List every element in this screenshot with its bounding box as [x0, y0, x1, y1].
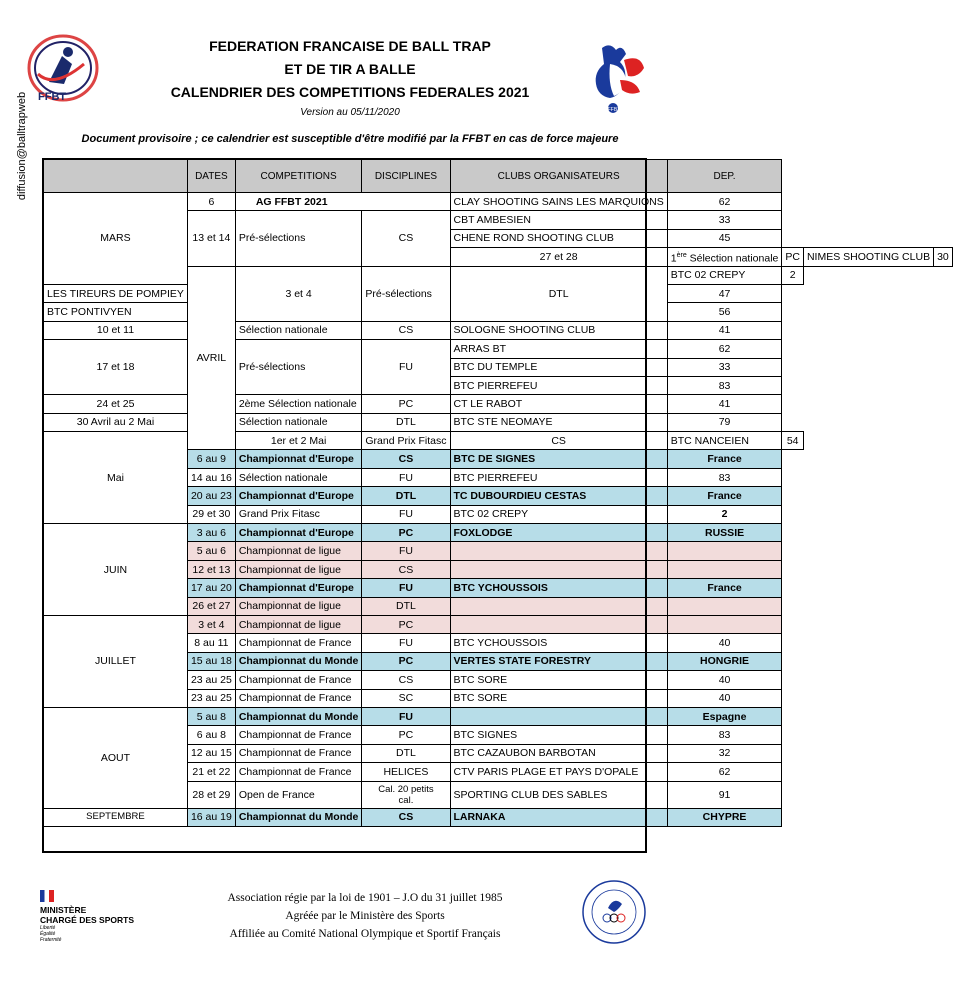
competition-cell: AG FFBT 2021 — [235, 193, 450, 211]
discipline-cell: FU — [362, 505, 450, 523]
dates-cell: 6 au 9 — [187, 450, 235, 468]
dep-cell: 54 — [782, 432, 804, 450]
dep-cell — [667, 560, 782, 578]
side-watermark: diffusion@balltrapweb — [16, 91, 28, 201]
discipline-cell: DTL — [362, 597, 450, 615]
club-cell — [450, 542, 667, 560]
header-month — [44, 160, 188, 193]
club-cell: ARRAS BT — [450, 340, 667, 358]
dep-cell: 33 — [667, 211, 782, 229]
club-cell: CTV PARIS PLAGE ET PAYS D'OPALE — [450, 763, 667, 781]
provisional-notice: Document provisoire ; ce calendrier est susceptible d'être modifié par la FFBT en cas de force majeure — [81, 133, 619, 145]
competition-cell: Sélection nationale — [235, 321, 362, 339]
dep-cell: 41 — [667, 395, 782, 413]
dates-cell: 23 au 25 — [187, 689, 235, 707]
dates-cell: 30 Avril au 2 Mai — [44, 413, 188, 431]
discipline-cell: FU — [362, 468, 450, 486]
discipline-cell: DTL — [450, 266, 667, 321]
title-line-1: FEDERATION FRANCAISE DE BALL TRAP — [209, 38, 491, 54]
competition-cell: 2ème Sélection nationale — [235, 395, 362, 413]
footer-line-1: Association régie par la loi de 1901 – J.O du 31 juillet 1985 — [227, 892, 503, 904]
dates-cell: 13 et 14 — [187, 211, 235, 266]
discipline-line-1: Cal. 20 petits — [378, 783, 434, 795]
dep-cell: France — [667, 450, 782, 468]
discipline-cell: CS — [362, 560, 450, 578]
dep-cell: 91 — [667, 781, 782, 808]
dates-cell: 3 et 4 — [235, 266, 362, 321]
table-row — [44, 432, 953, 450]
dep-cell: 40 — [667, 671, 782, 689]
discipline-cell: FU — [362, 707, 450, 725]
title-line-3: CALENDRIER DES COMPETITIONS FEDERALES 2021 — [170, 84, 530, 100]
club-cell: BTC NANCEIEN — [667, 432, 782, 450]
footer-line-2: Agréée par le Ministère des Sports — [285, 910, 445, 922]
club-cell: BTC CAZAUBON BARBOTAN — [450, 744, 667, 762]
ffbt-logo-left — [24, 34, 102, 106]
discipline-cell: PC — [782, 248, 804, 266]
club-cell: BTC SORE — [450, 689, 667, 707]
version-label: Version au 05/11/2020 — [300, 107, 400, 118]
dates-cell: 6 — [187, 193, 235, 211]
dates-cell: 3 au 6 — [187, 524, 235, 542]
month-aout: AOUT — [44, 707, 188, 808]
dep-cell: 83 — [667, 376, 782, 394]
month-avril: AVRIL — [187, 266, 235, 450]
competition-cell: Championnat de ligue — [235, 560, 362, 578]
competition-cell: Pré-sélections — [235, 211, 362, 266]
club-cell: SPORTING CLUB DES SABLES — [450, 781, 667, 808]
dep-cell: 47 — [667, 284, 782, 302]
motto: Liberté Égalité Fraternité — [40, 925, 62, 943]
club-cell: VERTES STATE FORESTRY — [450, 652, 667, 670]
dates-cell: 5 au 8 — [187, 707, 235, 725]
competition-cell: Championnat d'Europe — [235, 579, 362, 597]
dates-cell: 15 au 18 — [187, 652, 235, 670]
dates-cell: 1er et 2 Mai — [235, 432, 362, 450]
club-cell: BTC DU TEMPLE — [450, 358, 667, 376]
club-cell: CLAY SHOOTING SAINS LES MARQUIONS — [450, 193, 667, 211]
ffbt-rooster-logo — [580, 40, 648, 114]
header-disciplines: DISCIPLINES — [362, 160, 450, 193]
dates-cell: 10 et 11 — [44, 321, 188, 339]
table-row — [44, 340, 953, 358]
discipline-cell: DTL — [362, 487, 450, 505]
dep-cell: 62 — [667, 193, 782, 211]
competition-name: Sélection nationale — [686, 252, 779, 265]
club-cell — [450, 707, 667, 725]
dep-cell: France — [667, 487, 782, 505]
calendar-table — [43, 159, 953, 827]
competition-cell: Grand Prix Fitasc — [362, 432, 450, 450]
club-cell: BTC YCHOUSSOIS — [450, 634, 667, 652]
club-cell: BTC SORE — [450, 671, 667, 689]
competition-cell: Championnat du Monde — [235, 707, 362, 725]
club-cell: SOLOGNE SHOOTING CLUB — [450, 321, 667, 339]
club-cell: CT LE RABOT — [450, 395, 667, 413]
club-cell: BTC 02 CREPY — [450, 505, 667, 523]
club-cell — [450, 597, 667, 615]
dates-cell: 12 au 15 — [187, 744, 235, 762]
discipline-cell: FU — [362, 340, 450, 395]
dates-cell: 3 et 4 — [187, 615, 235, 633]
discipline-cell: PC — [362, 395, 450, 413]
competition-cell: Championnat de ligue — [235, 597, 362, 615]
dep-cell — [667, 597, 782, 615]
club-cell: BTC YCHOUSSOIS — [450, 579, 667, 597]
dep-cell: Espagne — [667, 707, 782, 725]
discipline-cell: FU — [362, 579, 450, 597]
competition-cell: Championnat de France — [235, 726, 362, 744]
dep-cell: 83 — [667, 468, 782, 486]
dep-cell: 83 — [667, 726, 782, 744]
club-cell: FOXLODGE — [450, 524, 667, 542]
discipline-cell: SC — [362, 689, 450, 707]
dep-cell: 79 — [667, 413, 782, 431]
competition-cell: Championnat d'Europe — [235, 487, 362, 505]
club-cell — [450, 615, 667, 633]
competition-cell: Championnat du Monde — [235, 808, 362, 826]
competition-cell: Sélection nationale — [235, 413, 362, 431]
competition-cell: Championnat du Monde — [235, 652, 362, 670]
competition-cell: Pré-sélections — [235, 340, 362, 395]
dates-cell: 6 au 8 — [187, 726, 235, 744]
dates-cell: 28 et 29 — [187, 781, 235, 808]
dates-cell: 29 et 30 — [187, 505, 235, 523]
club-cell: BTC PIERREFEU — [450, 468, 667, 486]
discipline-cell: CS — [362, 211, 450, 266]
competition-cell: Championnat de ligue — [235, 542, 362, 560]
discipline-cell: CS — [362, 321, 450, 339]
table-row — [44, 707, 953, 725]
table-row — [44, 413, 953, 431]
discipline-cell: DTL — [362, 744, 450, 762]
month-mai: Mai — [44, 432, 188, 524]
svg-text:FFBT: FFBT — [607, 107, 621, 113]
competition-cell: Championnat d'Europe — [235, 524, 362, 542]
club-cell: BTC SIGNES — [450, 726, 667, 744]
dep-cell: 62 — [667, 340, 782, 358]
dates-cell: 17 au 20 — [187, 579, 235, 597]
table-row — [44, 395, 953, 413]
club-cell: CHENE ROND SHOOTING CLUB — [450, 229, 667, 247]
competition-cell: Championnat de France — [235, 689, 362, 707]
table-row — [44, 193, 953, 211]
ministry-line-1: MINISTÈRE — [40, 905, 87, 915]
club-cell: BTC PIERREFEU — [450, 376, 667, 394]
club-cell: BTC PONTIVYEN — [44, 303, 188, 321]
ordinal: 1 — [670, 252, 677, 265]
dep-cell: 32 — [667, 744, 782, 762]
dep-cell: 40 — [667, 689, 782, 707]
ministry-line-2: CHARGÉ DES SPORTS — [40, 915, 134, 925]
dep-cell — [667, 542, 782, 560]
dep-cell: HONGRIE — [667, 652, 782, 670]
dep-cell: France — [667, 579, 782, 597]
club-cell — [450, 560, 667, 578]
competition-cell: Championnat d'Europe — [235, 450, 362, 468]
dep-cell: 41 — [667, 321, 782, 339]
dates-cell: 20 au 23 — [187, 487, 235, 505]
month-mars: MARS — [44, 193, 188, 285]
svg-text:FFBT: FFBT — [38, 91, 67, 103]
discipline-cell: PC — [362, 652, 450, 670]
cnosf-logo — [580, 878, 648, 946]
month-juillet: JUILLET — [44, 615, 188, 707]
discipline-cell: FU — [362, 634, 450, 652]
club-cell: BTC STE NEOMAYE — [450, 413, 667, 431]
club-cell: LARNAKA — [450, 808, 667, 826]
dates-cell: 14 au 16 — [187, 468, 235, 486]
header-competitions: COMPETITIONS — [235, 160, 362, 193]
dep-cell: 30 — [934, 248, 953, 266]
discipline-cell: HELICES — [362, 763, 450, 781]
competition-cell: Open de France — [235, 781, 362, 808]
discipline-cell: PC — [362, 726, 450, 744]
discipline-cell — [362, 781, 450, 808]
month-juin: JUIN — [44, 524, 188, 616]
dates-cell: 5 au 6 — [187, 542, 235, 560]
dates-cell: 27 et 28 — [450, 248, 667, 266]
dep-cell: 2 — [667, 505, 782, 523]
club-cell: NIMES SHOOTING CLUB — [803, 248, 933, 266]
club-cell: LES TIREURS DE POMPIEY — [44, 284, 188, 302]
club-cell: BTC 02 CREPY — [667, 266, 782, 284]
footer-line-3: Affiliée au Comité National Olympique et Sportif Français — [229, 928, 501, 940]
club-cell: TC DUBOURDIEU CESTAS — [450, 487, 667, 505]
table-header-row — [44, 160, 953, 193]
competition-cell — [667, 248, 782, 266]
month-septembre: SEPTEMBRE — [44, 808, 188, 826]
dates-cell: 16 au 19 — [187, 808, 235, 826]
discipline-cell: CS — [362, 450, 450, 468]
discipline-line-2: cal. — [398, 794, 414, 806]
dep-cell: 62 — [667, 763, 782, 781]
discipline-cell: PC — [362, 524, 450, 542]
dep-cell: 40 — [667, 634, 782, 652]
dates-cell: 24 et 25 — [44, 395, 188, 413]
dates-cell: 12 et 13 — [187, 560, 235, 578]
ordinal-suffix: ère — [676, 251, 687, 259]
dep-cell: 33 — [667, 358, 782, 376]
discipline-cell: DTL — [362, 413, 450, 431]
discipline-cell: FU — [362, 542, 450, 560]
competition-cell: Championnat de ligue — [235, 615, 362, 633]
dep-cell — [667, 615, 782, 633]
dep-cell: 2 — [782, 266, 804, 284]
table-row — [44, 321, 953, 339]
table-row — [44, 524, 953, 542]
competition-cell: Championnat de France — [235, 671, 362, 689]
dates-cell: 8 au 11 — [187, 634, 235, 652]
dep-cell: CHYPRE — [667, 808, 782, 826]
competition-cell: Pré-sélections — [362, 266, 450, 321]
club-cell: CBT AMBESIEN — [450, 211, 667, 229]
header-dep: DEP. — [667, 160, 782, 193]
header-clubs: CLUBS ORGANISATEURS — [450, 160, 667, 193]
dates-cell: 21 et 22 — [187, 763, 235, 781]
competition-cell: Grand Prix Fitasc — [235, 505, 362, 523]
discipline-cell: CS — [450, 432, 667, 450]
dates-cell: 17 et 18 — [44, 340, 188, 395]
discipline-cell: CS — [362, 808, 450, 826]
dep-cell: 45 — [667, 229, 782, 247]
competition-cell: Championnat de France — [235, 763, 362, 781]
dep-cell: 56 — [667, 303, 782, 321]
dep-cell: RUSSIE — [667, 524, 782, 542]
competition-cell: Championnat de France — [235, 744, 362, 762]
table-row — [44, 615, 953, 633]
competition-cell: Sélection nationale — [235, 468, 362, 486]
competition-cell: Championnat de France — [235, 634, 362, 652]
header-dates: DATES — [187, 160, 235, 193]
dates-cell: 26 et 27 — [187, 597, 235, 615]
table-row — [44, 808, 953, 826]
ministry-logo — [40, 890, 150, 943]
title-line-2: ET DE TIR A BALLE — [284, 61, 416, 77]
discipline-cell: PC — [362, 615, 450, 633]
dates-cell: 23 au 25 — [187, 671, 235, 689]
club-cell: BTC DE SIGNES — [450, 450, 667, 468]
discipline-cell: CS — [362, 671, 450, 689]
